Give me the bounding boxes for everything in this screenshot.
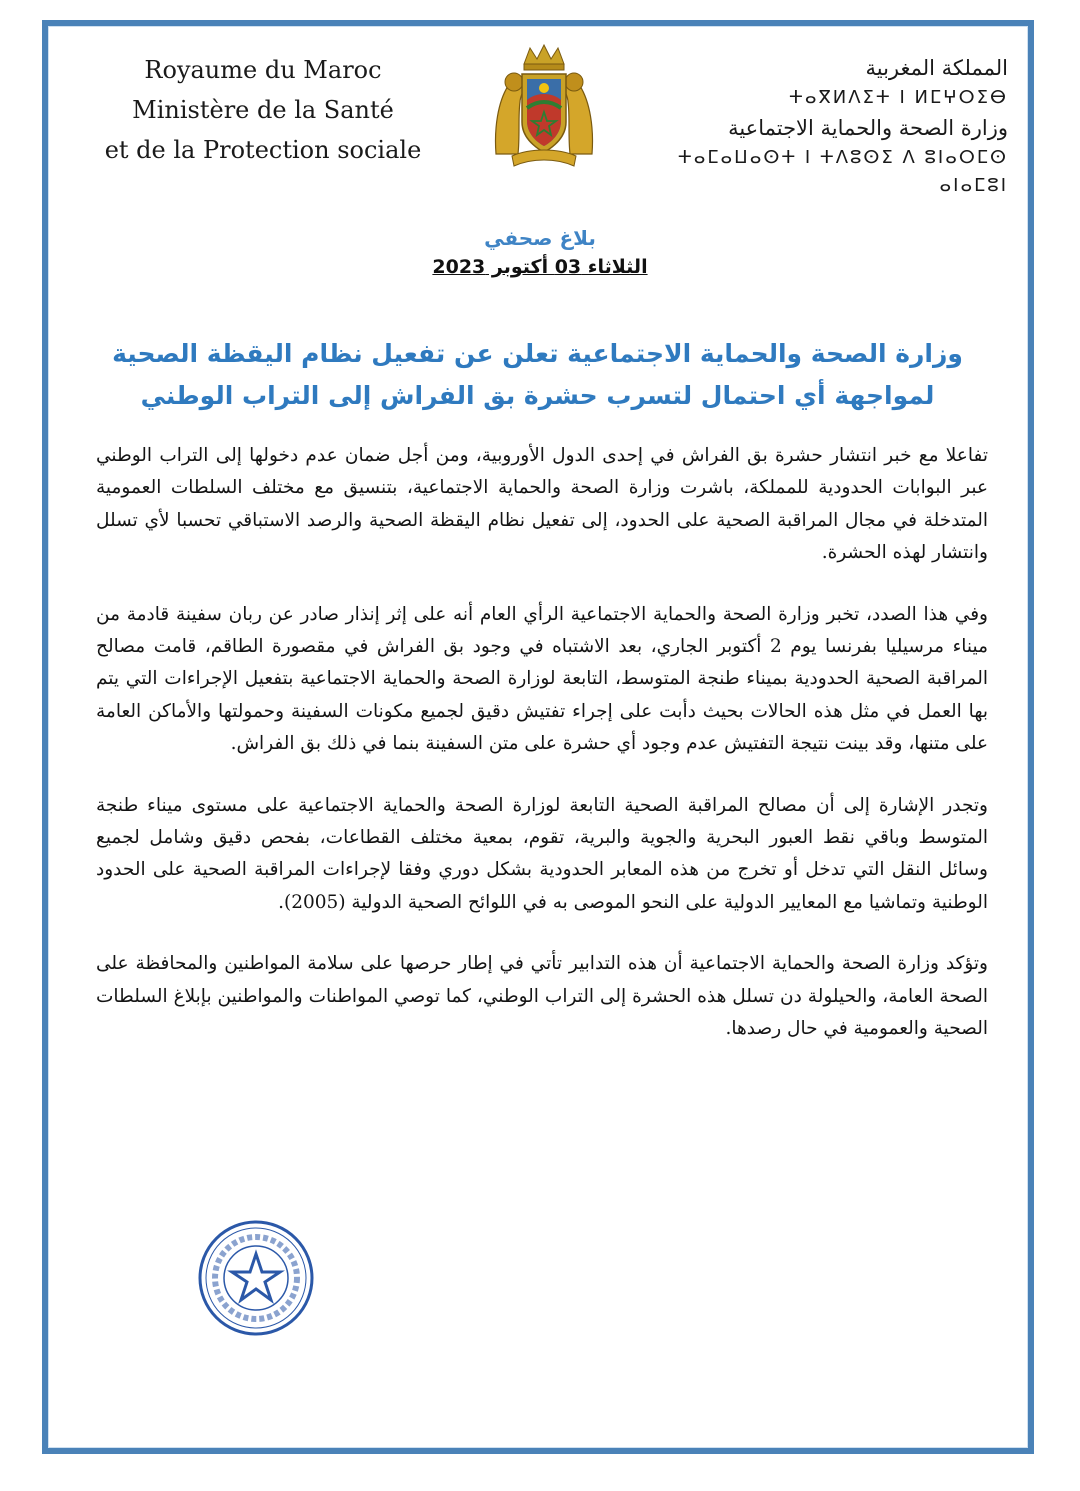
headline xyxy=(95,333,980,417)
header-fr-kingdom: Royaume du Maroc xyxy=(144,56,382,84)
moroccan-coat-of-arms-icon xyxy=(490,42,598,170)
header-french xyxy=(88,50,438,170)
press-release-date xyxy=(340,256,740,278)
body-text xyxy=(96,440,988,1075)
header-fr-protection: et de la Protection sociale xyxy=(104,136,422,164)
paragraph-2: وفي هذا الصدد، تخبر وزارة الصحة والحماية الاجتماعية الرأي العام أنه على إثر إنذار صادر عن ربان سفينة قادمة من ميناء مرسيليا بفرنسا يوم 2 أكتوبر الجاري، بعد الاشتباه في وجود بق الفراش في مقصورة الطاقم، قامت مصالح المراقبة الصحية الحدودية بميناء طنجة المتوسط، التابعة لوزارة الصحة والحماية الاجتماعية بتفعيل الإجراءات التي يتم بها العمل في مثل هذه الحالات بحيث دأبت على إجراء تفتيش دقيق لجميع مكونات السفينة وحمولتها والأماكن العامة على متنها، وقد بينت نتيجة التفتيش عدم وجود أي حشرة على متن السفينة بنما في ذلك بق الفراش. xyxy=(96,603,988,755)
press-date-text: الثلاثاء 03 أكتوبر 2023 xyxy=(432,256,648,278)
paragraph-1: تفاعلا مع خبر انتشار حشرة بق الفراش في إحدى الدول الأوروبية، ومن أجل ضمان عدم دخولها إلى التراب الوطني عبر البوابات الحدودية للمملكة، باشرت وزارة الصحة والحماية الاجتماعية، بتنسيق مع مختلف السلطات العمومية المتدخلة في مجال المراقبة الصحية على الحدود، إلى تفعيل نظام اليقظة الصحية والرصد الاستباقي تحسبا لأي تسلل وانتشار لهذه الحشرة. xyxy=(96,445,988,564)
headline-line-2: لمواجهة أي احتمال لتسرب حشرة بق الفراش إلى التراب الوطني xyxy=(140,381,935,410)
paragraph-3: وتجدر الإشارة إلى أن مصالح المراقبة الصحية التابعة لوزارة الصحة والحماية الاجتماعية على مستوى ميناء طنجة المتوسط وباقي نقط العبور البحرية والجوية والبرية، تقوم، بمعية مختلف القطاعات، بفحص دقيق وشامل لجميع وسائل النقل التي تدخل أو تخرج من هذه المعابر الحدودية بشكل دوري وفقا لإجراءات المراقبة الصحية على الحدود الوطنية وتماشيا مع المعايير الدولية على النحو الموصى به في اللوائح الصحية الدولية (2005). xyxy=(96,794,988,913)
header-tfg-ministry: ⵜⴰⵎⴰⵡⴰⵙⵜ ⵏ ⵜⴷⵓⵙⵉ ⴷ ⵓⵏⴰⵔⵎⵙ ⴰⵏⴰⵎⵓⵏ xyxy=(677,147,1008,196)
header-arabic xyxy=(638,52,1008,200)
paragraph-4: وتؤكد وزارة الصحة والحماية الاجتماعية أن هذه التدابير تأتي في إطار حرصها على سلامة المواطنين والمحافظة على الصحة العامة، والحيلولة دن تسلل هذه الحشرة إلى التراب الوطني، كما توصي المواطنات والمواطنين بإبلاغ السلطات الصحية والعمومية في حال رصدها. xyxy=(96,953,988,1040)
headline-line-1: وزارة الصحة والحماية الاجتماعية تعلن عن تفعيل نظام اليقظة الصحية xyxy=(112,339,963,368)
header-ar-kingdom: المملكة المغربية xyxy=(865,56,1008,80)
header-tfg-kingdom: ⵜⴰⴳⵍⴷⵉⵜ ⵏ ⵍⵎⵖⵔⵉⴱ xyxy=(789,87,1008,108)
header-fr-ministry: Ministère de la Santé xyxy=(132,96,394,124)
press-release-label: بلاغ صحفي xyxy=(484,226,596,250)
ministry-stamp-icon xyxy=(196,1218,316,1338)
header-ar-ministry: وزارة الصحة والحماية الاجتماعية xyxy=(728,116,1008,140)
